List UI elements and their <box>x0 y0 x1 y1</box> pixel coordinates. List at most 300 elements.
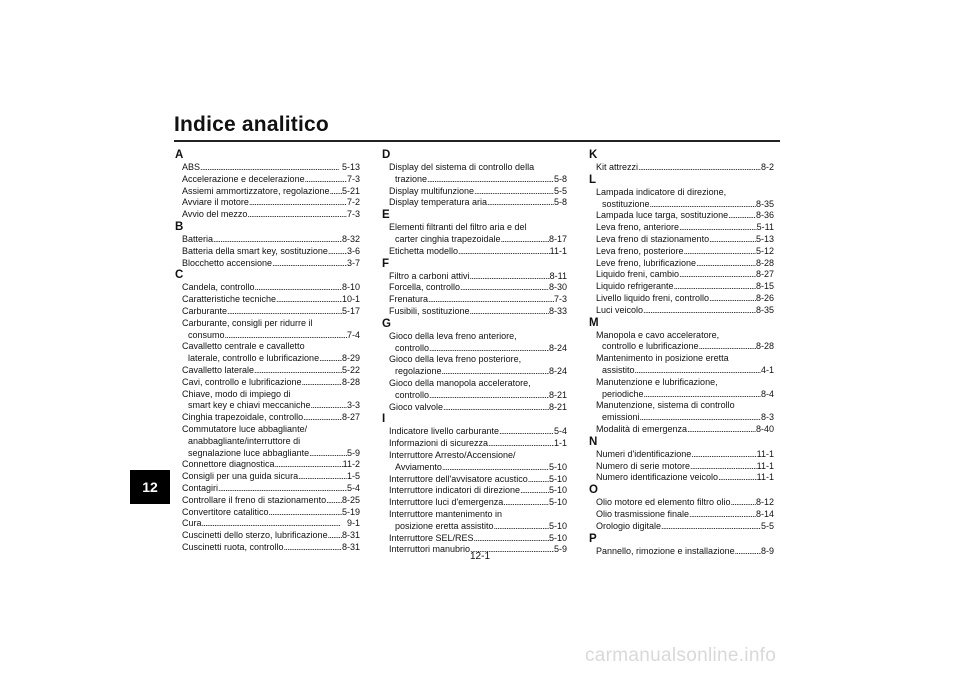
index-entry-line: Gioco della leva freno posteriore, <box>389 354 522 365</box>
dot-leader <box>488 438 554 450</box>
index-entry-text: Leve freno, lubrificazione <box>596 257 697 268</box>
index-page-ref[interactable]: 7-3 <box>346 173 360 184</box>
index-entry[interactable] <box>382 438 567 450</box>
index-entry-text: Cuscinetti ruota, controllo <box>182 541 284 552</box>
index-page-ref[interactable]: 11-1 <box>756 472 774 483</box>
index-entry-text: Numero di serie motore <box>596 460 691 471</box>
index-entry-line: anabbagliante/interruttore di <box>188 435 301 446</box>
index-entry-line: Manutenzione, sistema di controllo <box>596 400 735 411</box>
index-entry[interactable] <box>175 365 360 377</box>
index-page-ref[interactable]: 8-35 <box>755 198 774 209</box>
dot-leader <box>520 485 549 497</box>
index-entry-line: Cavalletto centrale e cavalletto <box>182 341 305 352</box>
index-entry-line: Elementi filtranti del filtro aria e del <box>389 222 527 233</box>
index-entry-text: Cura <box>182 518 202 529</box>
index-entry-text: laterale, controllo e lubrificazione <box>188 353 320 364</box>
index-entry-text: controllo e lubrificazione <box>602 341 699 352</box>
index-entry[interactable] <box>589 246 774 258</box>
index-page-ref[interactable]: 5-21 <box>341 185 360 196</box>
index-entry[interactable] <box>589 210 774 222</box>
index-page-ref[interactable]: 11-1 <box>549 245 567 256</box>
dot-leader <box>276 294 342 306</box>
dot-leader <box>640 412 761 424</box>
index-entry[interactable] <box>175 162 360 174</box>
index-entry-text: Livello liquido freni, controllo <box>596 292 710 303</box>
index-entry-text: Display temperatura aria <box>389 197 488 208</box>
index-entry[interactable] <box>589 199 774 211</box>
index-page-ref[interactable]: 8-15 <box>755 281 774 292</box>
index-entry-line: Interruttore Arresto/Accensione/ <box>389 449 516 460</box>
index-entry[interactable] <box>175 377 360 389</box>
index-entry[interactable] <box>382 294 567 306</box>
index-entry[interactable] <box>175 518 360 530</box>
index-entry-text: Accelerazione e decelerazione <box>182 173 305 184</box>
dot-leader <box>309 448 347 460</box>
index-entry-text: Leva freno, posteriore <box>596 245 684 256</box>
index-page-ref[interactable]: 8-28 <box>341 376 360 387</box>
index-page-ref[interactable]: 7-3 <box>346 209 360 220</box>
dot-leader <box>255 282 342 294</box>
index-page-ref[interactable]: 1-1 <box>553 438 567 449</box>
dot-leader <box>227 306 342 318</box>
index-entry[interactable] <box>589 234 774 246</box>
index-page-ref[interactable]: 8-14 <box>755 508 774 519</box>
chapter-tab: 12 <box>130 470 170 504</box>
section-letter-f: F <box>382 257 390 270</box>
index-entry-text: Avviare il motore <box>182 197 249 208</box>
index-page-ref[interactable]: 8-35 <box>755 304 774 315</box>
index-entry-line: Gioco della manopola acceleratore, <box>389 377 531 388</box>
dot-leader <box>443 402 549 414</box>
dot-leader <box>474 186 554 198</box>
dot-leader <box>709 234 756 246</box>
index-entry[interactable] <box>382 246 567 258</box>
index-entry-text: regolazione <box>395 366 442 377</box>
index-entry-line: Manopola e cavo acceleratore, <box>596 329 720 340</box>
dot-leader <box>474 533 549 545</box>
index-entry[interactable] <box>382 186 567 198</box>
index-page-ref[interactable]: 3-3 <box>346 400 360 411</box>
index-entry-text: Batteria della smart key, sostituzione <box>182 245 328 256</box>
index-entry[interactable] <box>589 449 774 461</box>
index-entry[interactable] <box>175 282 360 294</box>
index-entry[interactable] <box>175 174 360 186</box>
index-page-ref[interactable]: 8-32 <box>341 233 360 244</box>
index-entry-text: consumo <box>188 329 225 340</box>
index-entry[interactable] <box>175 400 360 412</box>
index-entry-text: Cavalletto laterale <box>182 364 255 375</box>
index-page-ref[interactable]: 8-28 <box>755 341 774 352</box>
index-entry-text: posizione eretta assistito <box>395 520 494 531</box>
index-entry-text: Informazioni di sicurezza <box>389 438 489 449</box>
dot-leader <box>679 269 756 281</box>
dot-leader <box>679 222 757 234</box>
dot-leader <box>709 293 756 305</box>
index-entry[interactable] <box>382 282 567 294</box>
dot-leader <box>643 305 756 317</box>
index-page-ref[interactable]: 5-5 <box>553 185 567 196</box>
index-page-ref[interactable]: 5-19 <box>341 506 360 517</box>
index-page-ref[interactable]: 8-9 <box>760 545 774 556</box>
index-page-ref[interactable]: 8-28 <box>755 257 774 268</box>
dot-leader <box>254 365 342 377</box>
index-page-ref[interactable]: 8-40 <box>755 423 774 434</box>
index-entry-text: Forcella, controllo <box>389 282 461 293</box>
index-entry[interactable] <box>382 521 567 533</box>
dot-leader <box>247 209 347 221</box>
dot-leader <box>650 199 756 211</box>
index-entry[interactable] <box>382 390 567 402</box>
index-page-ref[interactable]: 5-10 <box>548 497 567 508</box>
index-entry-text: smart key e chiavi meccaniche <box>188 400 311 411</box>
dot-leader <box>487 197 554 209</box>
index-page-ref[interactable]: 8-31 <box>341 530 360 541</box>
dot-leader <box>326 495 342 507</box>
index-entry-text: Luci veicolo <box>596 304 644 315</box>
section-letter-i: I <box>382 413 386 426</box>
index-entry-text: sostituzione <box>602 198 650 209</box>
dot-leader <box>330 186 342 198</box>
index-entry-text: Consigli per una guida sicura <box>182 471 299 482</box>
index-entry-line: Chiave, modo di impiego di <box>182 388 291 399</box>
index-entry-text: carter cinghia trapezoidale <box>395 233 501 244</box>
dot-leader <box>442 462 549 474</box>
index-entry-text: Kit attrezzi <box>596 162 639 172</box>
index-page-ref[interactable]: 8-27 <box>341 412 360 423</box>
dot-leader <box>302 377 342 389</box>
dot-leader <box>501 234 549 246</box>
dot-leader <box>218 483 347 495</box>
index-page-ref[interactable]: 5-10 <box>548 473 567 484</box>
dot-leader <box>644 389 761 401</box>
index-entry-text: Assiemi ammortizzatore, regolazione <box>182 185 330 196</box>
index-entry[interactable] <box>175 530 360 542</box>
index-entry[interactable] <box>175 448 360 460</box>
dot-leader <box>691 449 756 461</box>
index-entry[interactable] <box>382 197 567 209</box>
index-page-ref[interactable]: 5-22 <box>341 364 360 375</box>
index-entry[interactable] <box>175 186 360 198</box>
index-entry[interactable] <box>589 162 774 174</box>
index-entry[interactable] <box>175 234 360 246</box>
index-entry[interactable] <box>175 353 360 365</box>
index-entry[interactable] <box>589 509 774 521</box>
index-page-ref[interactable]: 8-21 <box>548 389 567 400</box>
dot-leader <box>272 258 347 270</box>
index-entry[interactable] <box>382 271 567 283</box>
index-page-ref[interactable]: 5-10 <box>548 532 567 543</box>
dot-leader <box>202 518 347 530</box>
dot-leader <box>687 424 756 436</box>
index-entry-text: Liquido freni, cambio <box>596 269 680 280</box>
index-entry[interactable] <box>589 269 774 281</box>
page-number: 12-1 <box>469 551 490 562</box>
page-title: Indice analitico <box>174 113 329 136</box>
index-entry-text: controllo <box>395 389 430 400</box>
dot-leader <box>661 521 761 533</box>
index-entry[interactable] <box>589 281 774 293</box>
index-page-ref[interactable]: 5-11 <box>756 222 774 233</box>
section-letter-m: M <box>589 316 599 329</box>
section-letter-a: A <box>175 149 184 161</box>
index-page-ref[interactable]: 8-31 <box>341 541 360 552</box>
index-page-ref[interactable]: 3-6 <box>346 245 360 256</box>
index-entry-text: Leva freno di stazionamento <box>596 233 710 244</box>
dot-leader <box>428 294 554 306</box>
title-divider <box>174 140 780 142</box>
index-entry[interactable] <box>382 343 567 355</box>
index-entry-text: Fusibili, sostituzione <box>389 305 470 316</box>
index-entry-text: Convertitore catalitico <box>182 506 269 517</box>
index-entry[interactable] <box>175 258 360 270</box>
dot-leader <box>689 509 756 521</box>
dot-leader <box>311 400 347 412</box>
index-entry-text: Interruttori manubrio <box>389 544 471 555</box>
index-entry[interactable] <box>589 305 774 317</box>
index-entry-line: Display del sistema di controllo della <box>389 162 535 172</box>
index-page-ref[interactable]: 8-24 <box>548 366 567 377</box>
index-page-ref[interactable]: 5-10 <box>548 461 567 472</box>
index-entry[interactable] <box>175 306 360 318</box>
index-page-ref[interactable]: 8-21 <box>548 401 567 412</box>
index-entry-text: Blocchetto accensione <box>182 257 273 268</box>
dot-leader <box>718 472 757 484</box>
dot-leader <box>494 521 549 533</box>
index-entry-text: Gioco valvole <box>389 401 444 412</box>
index-entry-text: Cuscinetti dello sterzo, lubrificazione <box>182 530 328 541</box>
index-entry-text: Caratteristiche tecniche <box>182 294 277 305</box>
dot-leader <box>225 330 347 342</box>
index-entry-text: trazione <box>395 173 428 184</box>
index-page-ref[interactable]: 8-2 <box>760 162 774 172</box>
section-letter-l: L <box>589 173 597 186</box>
index-page-ref[interactable]: 8-24 <box>548 342 567 353</box>
index-entry-text: Frenatura <box>389 294 429 305</box>
dot-leader <box>696 258 756 270</box>
index-page-ref[interactable]: 7-4 <box>346 329 360 340</box>
index-page-ref[interactable]: 8-11 <box>549 270 567 281</box>
index-entry[interactable] <box>589 365 774 377</box>
index-page-ref[interactable]: 11-1 <box>756 448 774 459</box>
section-letter-e: E <box>382 209 390 222</box>
dot-leader <box>728 210 756 222</box>
index-entry-text: Olio trasmissione finale <box>596 508 690 519</box>
watermark: carmanualsonline.info <box>585 645 777 666</box>
index-entry-text: Orologio digitale <box>596 520 662 531</box>
index-entry-text: Cinghia trapezoidale, controllo <box>182 412 304 423</box>
dot-leader <box>427 174 554 186</box>
dot-leader <box>503 497 549 509</box>
index-entry[interactable] <box>175 483 360 495</box>
index-page-ref[interactable]: 11-1 <box>756 460 774 471</box>
index-entry[interactable] <box>589 222 774 234</box>
dot-leader <box>429 343 549 355</box>
index-entry[interactable] <box>589 461 774 473</box>
index-entry-text: emissioni <box>602 412 640 423</box>
index-entry[interactable] <box>589 258 774 270</box>
index-column-1 <box>175 149 360 554</box>
dot-leader <box>635 365 761 377</box>
dot-leader <box>442 366 549 378</box>
dot-leader <box>684 246 756 258</box>
index-entry[interactable] <box>382 234 567 246</box>
dot-leader <box>470 306 549 318</box>
index-entry-text: Avviamento <box>395 461 442 472</box>
index-page-ref[interactable]: 5-8 <box>553 197 567 208</box>
index-entry-text: Indicatore livello carburante <box>389 426 500 437</box>
index-page-ref[interactable]: 8-26 <box>755 292 774 303</box>
dot-leader <box>298 471 347 483</box>
dot-leader <box>429 390 549 402</box>
index-entry[interactable] <box>382 485 567 497</box>
index-entry[interactable] <box>175 495 360 507</box>
index-entry-text: assistito <box>602 364 635 375</box>
index-entry-text: Modalità di emergenza <box>596 423 688 434</box>
index-page-ref[interactable]: 5-5 <box>760 520 774 531</box>
index-page-ref[interactable]: 8-4 <box>760 388 774 399</box>
index-page-ref[interactable]: 5-10 <box>548 485 567 496</box>
index-entry[interactable] <box>589 293 774 305</box>
dot-leader <box>200 162 342 174</box>
index-page-ref[interactable]: 1-5 <box>346 471 360 482</box>
index-entry[interactable] <box>382 426 567 438</box>
index-entry-text: Candela, controllo <box>182 282 255 293</box>
index-page-ref[interactable]: 5-9 <box>553 544 567 555</box>
index-column-2 <box>382 149 567 556</box>
index-page-ref[interactable]: 8-27 <box>755 269 774 280</box>
index-entry-text: periodiche <box>602 388 644 399</box>
index-entry-text: Interruttore dell'avvisatore acustico <box>389 473 528 484</box>
index-entry[interactable] <box>382 462 567 474</box>
index-page-ref[interactable]: 8-17 <box>548 233 567 244</box>
section-letter-b: B <box>175 220 184 233</box>
index-entry[interactable] <box>382 474 567 486</box>
dot-leader <box>470 271 550 283</box>
index-page-ref[interactable]: 8-36 <box>755 210 774 221</box>
index-entry[interactable] <box>382 497 567 509</box>
section-letter-o: O <box>589 484 598 497</box>
index-entry-text: controllo <box>395 342 430 353</box>
index-entry-text: Interruttore indicatori di direzione <box>389 485 521 496</box>
index-entry[interactable] <box>175 507 360 519</box>
index-entry[interactable] <box>175 246 360 258</box>
index-entry[interactable] <box>175 471 360 483</box>
section-letter-n: N <box>589 435 598 448</box>
index-entry-text: Controllare il freno di stazionamento <box>182 494 327 505</box>
index-entry-text: Etichetta modello <box>389 245 459 256</box>
index-entry[interactable] <box>589 389 774 401</box>
dot-leader <box>213 234 342 246</box>
dot-leader <box>499 426 554 438</box>
index-entry-line: Gioco della leva freno anteriore, <box>389 330 517 341</box>
index-page-ref[interactable]: 5-17 <box>341 305 360 316</box>
index-page-ref[interactable]: 7-3 <box>553 294 567 305</box>
section-letter-k: K <box>589 149 598 161</box>
index-entry[interactable] <box>382 306 567 318</box>
index-page-ref[interactable]: 8-33 <box>548 305 567 316</box>
index-page-ref[interactable]: 8-30 <box>548 282 567 293</box>
index-page-ref[interactable]: 5-8 <box>553 173 567 184</box>
index-page-ref[interactable]: 9-1 <box>346 518 360 529</box>
dot-leader <box>690 461 757 473</box>
index-page-ref[interactable]: 5-13 <box>755 233 774 244</box>
index-page-ref[interactable]: 8-10 <box>341 282 360 293</box>
dot-leader <box>638 162 761 174</box>
index-entry[interactable] <box>175 459 360 471</box>
index-entry[interactable] <box>589 424 774 436</box>
index-page-ref[interactable]: 4-1 <box>760 364 774 375</box>
index-entry-text: Interruttore luci d'emergenza <box>389 497 504 508</box>
index-entry-text: Pannello, rimozione e installazione <box>596 545 735 556</box>
index-page-ref[interactable]: 5-9 <box>346 447 360 458</box>
index-entry-text: segnalazione luce abbagliante <box>188 447 310 458</box>
index-entry[interactable] <box>175 197 360 209</box>
dot-leader <box>328 246 347 258</box>
index-page-ref[interactable]: 8-12 <box>755 497 774 508</box>
index-page-ref[interactable]: 5-4 <box>346 482 360 493</box>
index-entry[interactable] <box>589 472 774 484</box>
dot-leader <box>731 497 756 509</box>
dot-leader <box>319 353 342 365</box>
index-entry[interactable] <box>589 497 774 509</box>
index-page-ref[interactable]: 5-4 <box>553 426 567 437</box>
index-entry-text: Lampada luce targa, sostituzione <box>596 210 729 221</box>
index-entry[interactable] <box>382 533 567 545</box>
index-entry[interactable] <box>382 366 567 378</box>
index-page-ref[interactable]: 11-2 <box>342 459 360 470</box>
index-page-ref[interactable]: 3-7 <box>346 257 360 268</box>
dot-leader <box>249 197 347 209</box>
index-entry[interactable] <box>589 521 774 533</box>
index-entry-text: Numeri d'identificazione <box>596 448 692 459</box>
index-entry[interactable] <box>589 341 774 353</box>
index-page-ref[interactable]: 5-12 <box>755 245 774 256</box>
index-entry[interactable] <box>382 174 567 186</box>
index-entry-line: Lampada indicatore di direzione, <box>596 186 727 197</box>
index-entry-text: Batteria <box>182 233 214 244</box>
index-entry-text: ABS <box>182 162 201 172</box>
dot-leader <box>458 246 550 258</box>
dot-leader <box>528 474 549 486</box>
dot-leader <box>305 174 347 186</box>
index-page-ref[interactable]: 5-13 <box>341 162 360 172</box>
index-entry[interactable] <box>175 294 360 306</box>
index-entry[interactable] <box>175 330 360 342</box>
index-entry-text: Cavi, controllo e lubrificazione <box>182 376 302 387</box>
dot-leader <box>699 341 756 353</box>
index-page-ref[interactable]: 8-3 <box>760 412 774 423</box>
index-entry-text: Olio motore ed elemento filtro olio <box>596 497 731 508</box>
section-letter-d: D <box>382 149 391 161</box>
dot-leader <box>460 282 549 294</box>
index-entry[interactable] <box>589 412 774 424</box>
index-entry-text: Display multifunzione <box>389 185 475 196</box>
dot-leader <box>269 507 342 519</box>
dot-leader <box>328 530 342 542</box>
index-page-ref[interactable]: 8-29 <box>341 353 360 364</box>
index-entry-text: Avvio del mezzo <box>182 209 248 220</box>
index-page-ref[interactable]: 8-25 <box>341 494 360 505</box>
index-entry[interactable] <box>382 402 567 414</box>
index-page-ref[interactable]: 7-2 <box>346 197 360 208</box>
index-entry-text: Liquido refrigerante <box>596 281 674 292</box>
index-entry-line: Carburante, consigli per ridurre il <box>182 317 313 328</box>
index-page-ref[interactable]: 10-1 <box>341 294 360 305</box>
index-page-ref[interactable]: 5-10 <box>548 520 567 531</box>
index-entry-text: Filtro a carboni attivi <box>389 270 470 281</box>
index-entry[interactable] <box>175 412 360 424</box>
index-entry[interactable] <box>175 209 360 221</box>
